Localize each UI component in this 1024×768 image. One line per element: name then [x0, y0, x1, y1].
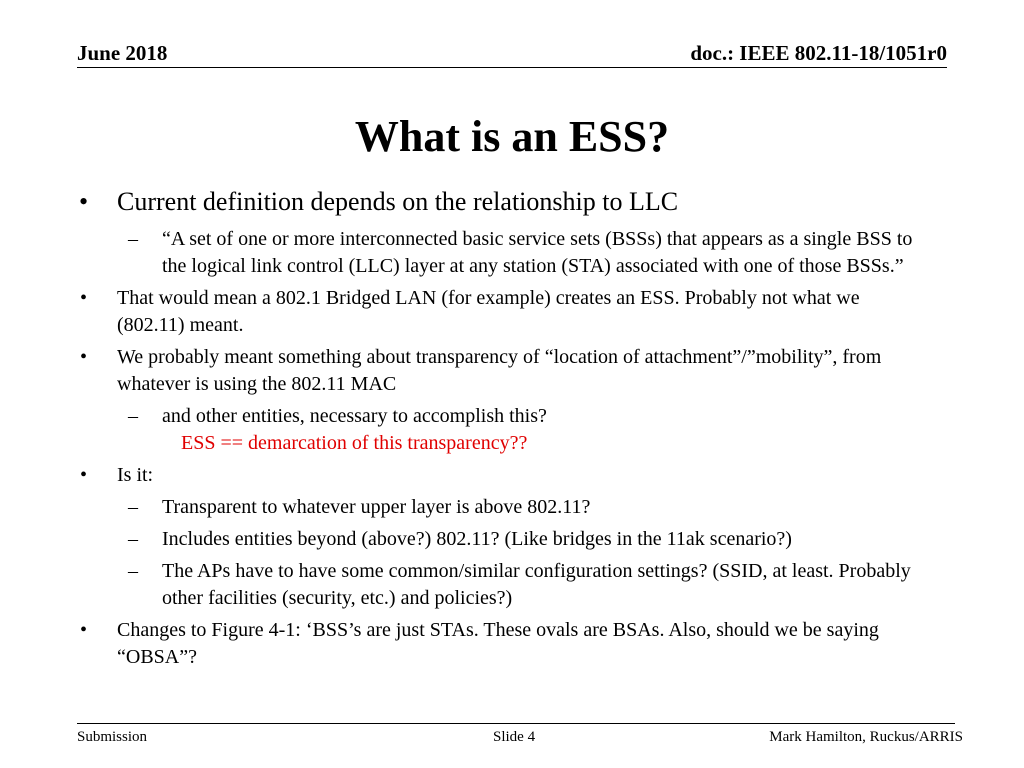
bullet-marker: • [80, 346, 88, 368]
sub-bullet-marker: – [128, 560, 138, 582]
bullet-item [0, 617, 1024, 671]
slide-body [0, 184, 1024, 671]
footer-submission: Submission [77, 729, 148, 745]
sub-bullet-marker: – [128, 496, 138, 518]
sub-bullet-item [0, 558, 1024, 612]
footer-divider [77, 723, 955, 724]
bullet-item [0, 285, 1024, 339]
highlighted-note: ESS == demarcation of this transparency?? [181, 432, 528, 454]
sub-bullet-item [0, 526, 1024, 553]
sub-bullet-marker: – [128, 228, 138, 250]
footer-author: Mark Hamilton, Ruckus/ARRIS [769, 729, 963, 745]
footer-slide-number: Slide 4 [493, 729, 536, 745]
sub-bullet-text: The APs have to have some common/similar configuration settings? (SSID, at least. Probably other facilities (security, etc.) and policies?) [162, 560, 911, 609]
sub-bullet-item [0, 226, 1024, 280]
sub-bullet-item [0, 403, 1024, 457]
bullet-marker: • [80, 464, 88, 486]
bullet-text: Is it: [117, 464, 154, 486]
header-divider [77, 67, 947, 68]
bullet-text: Changes to Figure 4-1: ‘BSS’s are just STAs. These ovals are BSAs. Also, should we be saying “OBSA”? [117, 619, 879, 668]
header-date: June 2018 [77, 41, 168, 65]
bullet-text: That would mean a 802.1 Bridged LAN (for example) creates an ESS. Probably not what we (802.11) meant. [117, 287, 860, 336]
bullet-marker: • [80, 287, 88, 309]
sub-bullet-item [0, 494, 1024, 521]
sub-bullet-text: “A set of one or more interconnected basic service sets (BSSs) that appears as a single BSS to the logical link control (LLC) layer at any station (STA) associated with one of those BSSs.” [162, 228, 913, 277]
sub-bullet-marker: – [128, 528, 138, 550]
bullet-text: We probably meant something about transparency of “location of attachment”/”mobility”, from whatever is using the 802.11 MAC [117, 346, 882, 395]
sub-bullet-text: Transparent to whatever upper layer is above 802.11? [162, 496, 591, 518]
sub-bullet-text: and other entities, necessary to accomplish this? [162, 405, 547, 427]
bullet-item [0, 344, 1024, 398]
bullet-item [0, 462, 1024, 489]
bullet-marker: • [79, 187, 89, 216]
sub-bullet-marker: – [128, 405, 138, 427]
bullet-item [0, 184, 1024, 220]
bullet-marker: • [80, 619, 88, 641]
header-doc-id: doc.: IEEE 802.11-18/1051r0 [690, 41, 947, 65]
slide-title: What is an ESS? [354, 112, 670, 161]
bullet-text: Current definition depends on the relationship to LLC [117, 187, 679, 216]
sub-bullet-text: Includes entities beyond (above?) 802.11? (Like bridges in the 11ak scenario?) [162, 528, 792, 550]
